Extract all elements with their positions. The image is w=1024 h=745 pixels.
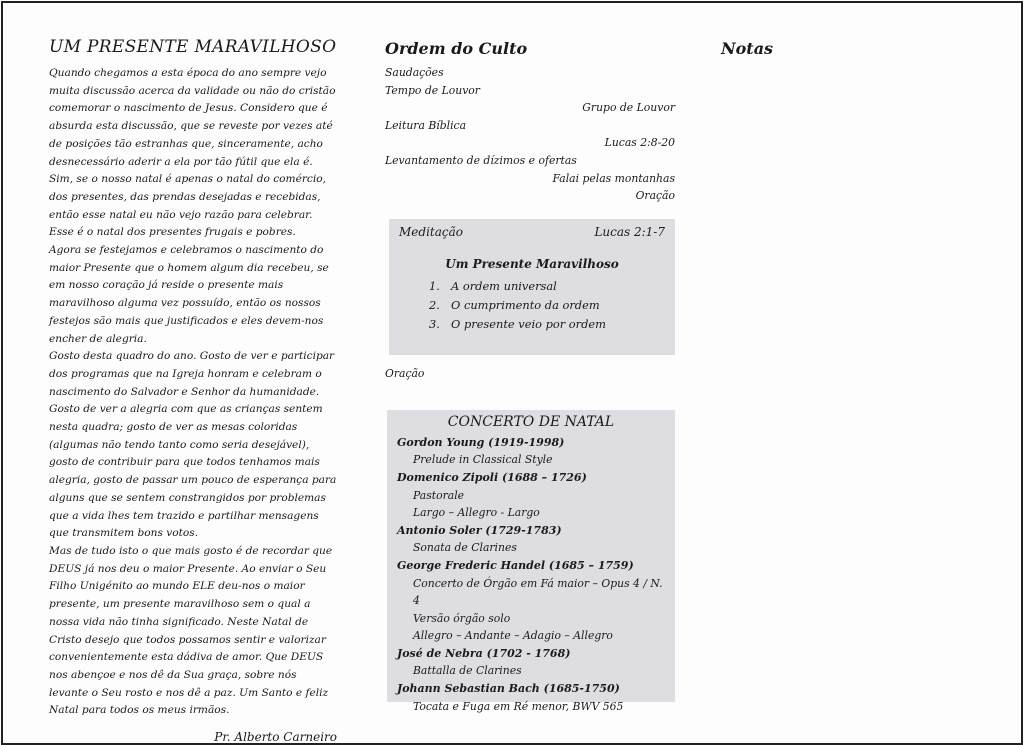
concert-box [387, 410, 675, 713]
sermon-signature: Pr. Alberto Carneiro [214, 730, 337, 745]
sermon-paragraph: Quando chegamos a esta época do ano sempre vejo muita discussão acerca da validade ou não do cristão comemorar o nascimento de Jesus. Considero que é absurda esta discussão, que se reveste por vezes até de posições tão estranhas que, sinceramente, acho desnecessário aderir a ela por tão fútil que ela é. [49, 67, 336, 168]
composer-name: Antonio Soler (1729-1783) [397, 523, 562, 537]
sermon-paragraph: Sim, se o nosso natal é apenas o natal do comércio, dos presentes, das prendas desejadas e recebidas, então esse natal eu não vejo razão para celebrar. Esse é o natal dos presentes frugais e pobres. [49, 173, 326, 239]
work-title: Prelude in Classical Style [413, 453, 553, 467]
list-item: 2. O cumprimento da ordem [429, 297, 600, 312]
order-heading: Ordem do Culto [385, 39, 528, 58]
list-item: 3. O presente veio por ordem [429, 316, 606, 331]
composer-name: José de Nebra (1702 - 1768) [397, 646, 571, 660]
order-item: Tempo de Louvor [385, 83, 480, 97]
order-item: Leitura Bíblica [385, 118, 467, 132]
sermon-paragraph: Agora se festejamos e celebramos o nascimento do maior Presente que o homem algum dia recebeu, se em nosso coração já reside o presente mais maravilhoso alguma vez possuído, então os nossos festejos são mais que justificados e eles devem-nos encher de alegria. [49, 244, 329, 345]
sermon-paragraph: Gosto desta quadro do ano. Gosto de ver e participar dos programas que na Igreja honram e celebram o nascimento do Salvador e Senhor da humanidade. Gosto de ver a alegria com que as crianças sentem nesta quadra; gosto de ver as mesas coloridas (algumas não tendo tanto como seria desejável), gosto de contribuir para que todos tenhamos mais alegria, gosto de passar um pouco de esperança para alguns que se sentem constrangidos por problemas que a vida lhes tem trazido e partilhar mensagens que transmitem bons votos. [49, 350, 337, 540]
meditation-label: Meditação [399, 224, 463, 239]
order-item-detail: Falai pelas montanhas [552, 171, 675, 185]
sermon-title: UM PRESENTE MARAVILHOSO [49, 37, 337, 57]
order-item: Saudações [385, 66, 444, 79]
order-item-detail: Grupo de Louvor [582, 101, 675, 115]
work-title: Versão órgão solo [413, 611, 511, 625]
meditation-ref: Lucas 2:1-7 [594, 224, 665, 239]
meditation-title: Um Presente Maravilhoso [445, 256, 619, 271]
notes-column [721, 33, 981, 64]
bulletin-page [1, 1, 1023, 745]
order-item-detail: Lucas 2:8-20 [604, 136, 675, 150]
composer-name: George Frederic Handel (1685 – 1759) [397, 558, 634, 572]
composer-name: Gordon Young (1919-1998) [397, 435, 565, 449]
meditation-header [399, 225, 665, 239]
sermon-column [49, 33, 339, 744]
concert-title: CONCERTO DE NATAL [447, 413, 615, 430]
work-title: Allegro – Andante – Adagio – Allegro [413, 629, 613, 643]
order-column [385, 33, 675, 713]
order-item-detail: Oração [635, 189, 675, 203]
work-title: Sonata de Clarines [413, 541, 517, 555]
work-title: Largo – Allegro - Largo [413, 506, 540, 520]
work-title: Tocata e Fuga em Ré menor, BWV 565 [413, 699, 624, 713]
order-item: Oração [385, 366, 425, 380]
composer-name: Johann Sebastian Bach (1685-1750) [397, 682, 620, 696]
sermon-paragraph: Mas de tudo isto o que mais gosto é de recordar que DEUS já nos deu o maior Presente. Ao enviar o Seu Filho Unigénito ao mundo ELE deu-nos o maior presente, um presente maravilhoso sem o qual a nossa vida não tinha significado. Neste Natal de Cristo desejo que todos possamos sentir e valorizar convenientemente esta dádiva de amor. Que DEUS nos abençoe e nos dê da Sua graça, sobre nós levante o Seu rosto e nos dê a paz. Um Santo e feliz Natal para todos os meus irmãos. [49, 544, 333, 717]
list-item: 1. A ordem universal [429, 278, 557, 293]
work-title: Pastorale [413, 488, 465, 502]
work-title: Battalla de Clarines [413, 664, 522, 678]
composer-name: Domenico Zipoli (1688 – 1726) [397, 470, 587, 484]
meditation-list [399, 277, 665, 334]
meditation-box [389, 219, 675, 355]
notes-heading: Notas [721, 39, 774, 58]
work-title: Concerto de Órgão em Fá maior – Opus 4 / N. 4 [413, 576, 663, 608]
order-item: Levantamento de dízimos e ofertas [385, 153, 577, 167]
